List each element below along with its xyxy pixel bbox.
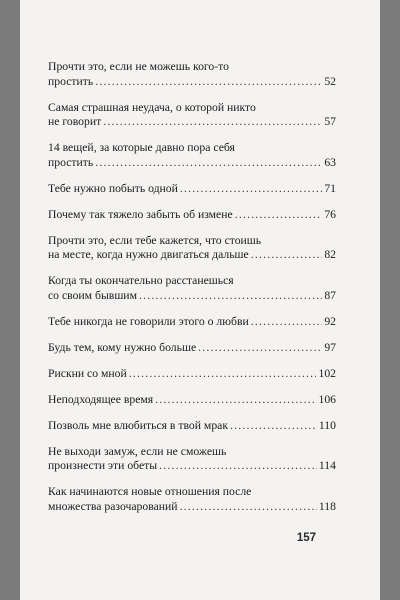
toc-entry-page-number: 97 — [324, 340, 336, 354]
toc-entry-title-line: не говорит — [48, 115, 102, 128]
toc-entry-page-number: 92 — [324, 314, 336, 328]
toc-entry-page-number: 57 — [324, 115, 336, 128]
toc-entry-title-line: Как начинаются новые отношения после — [48, 485, 252, 498]
toc-entry-last-line — [48, 367, 336, 382]
toc-entry-title-line: Самая страшная неудача, о которой никто — [48, 100, 256, 114]
toc-entry-last-line — [48, 75, 336, 90]
toc-entry — [48, 315, 336, 330]
toc-entry-title-line: Почему так тяжело забыть об измене — [48, 207, 233, 221]
toc-entry-last-line — [48, 459, 336, 474]
toc-entry-title-line: Будь тем, кому нужно больше — [48, 340, 197, 354]
toc-entry-last-line — [48, 182, 336, 197]
toc-entry-title-line: Тебе никогда не говорили этого о любви — [48, 314, 249, 328]
toc-entry-page-number: 110 — [318, 418, 336, 432]
dot-leader — [180, 500, 317, 515]
toc-entry — [48, 274, 336, 303]
toc-entry-title-line: Не выходи замуж, если не сможешь — [48, 444, 227, 458]
toc-entry-page-number: 71 — [324, 181, 336, 195]
toc-entry-title-line: Прочти это, если не можешь кого-то — [48, 60, 229, 73]
book-page — [20, 0, 380, 600]
toc-entry-title-line: 14 вещей, за которые давно пора себя — [48, 141, 235, 154]
toc-entry-last-line — [48, 115, 336, 130]
toc-entry-title-line: Тебе нужно побыть одной — [48, 181, 178, 195]
toc-entry-last-line — [48, 393, 336, 408]
toc-entry-title-line: простить — [48, 74, 94, 88]
toc-entry-page-number: 82 — [324, 248, 336, 261]
toc-entry-title-line: простить — [48, 155, 94, 169]
toc-entry — [48, 367, 336, 382]
toc-entry-last-line — [48, 315, 336, 330]
toc-entry — [48, 419, 336, 434]
dot-leader — [251, 248, 323, 263]
toc-entry — [48, 393, 336, 408]
toc-entry-page-number: 52 — [324, 74, 336, 88]
toc-entry-page-number: 63 — [324, 155, 336, 169]
dot-leader — [198, 341, 322, 356]
toc-entry-title-line: Когда ты окончательно расстанешься — [48, 274, 234, 287]
toc-entry-last-line — [48, 419, 336, 434]
toc-entry-title-line: множества разочарований — [48, 499, 178, 513]
toc-entry-page-number: 76 — [324, 207, 336, 221]
dot-leader — [139, 289, 322, 304]
toc-entry-page-number: 106 — [318, 392, 336, 406]
toc-entry-last-line — [48, 289, 336, 304]
dot-leader — [159, 459, 317, 474]
toc-entry-last-line — [48, 208, 336, 223]
table-of-contents — [48, 60, 336, 526]
toc-entry-title-line: Прочти это, если тебе кажется, что стоишь — [48, 233, 262, 247]
dot-leader — [95, 75, 322, 90]
toc-entry-title-line: со своим бывшим — [48, 288, 137, 302]
toc-entry — [48, 208, 336, 223]
toc-entry — [48, 485, 336, 514]
toc-entry — [48, 101, 336, 130]
toc-entry-last-line — [48, 341, 336, 356]
dot-leader — [180, 182, 322, 197]
toc-entry-page-number: 102 — [318, 366, 336, 380]
toc-entry-last-line — [48, 156, 336, 171]
toc-entry-title-line: произнести эти обеты — [48, 459, 158, 472]
toc-entry-title-line: Позволь мне влюбиться в твой мрак — [48, 418, 229, 432]
toc-entry — [48, 234, 336, 263]
toc-entry-title-line: Рискни со мной — [48, 366, 127, 380]
toc-entry-page-number: 87 — [324, 288, 336, 302]
toc-entry-last-line — [48, 500, 336, 515]
dot-leader — [129, 367, 317, 382]
toc-entry — [48, 182, 336, 197]
dot-leader — [103, 115, 322, 130]
dot-leader — [155, 393, 316, 408]
toc-entry — [48, 445, 336, 474]
dot-leader — [230, 419, 317, 434]
toc-entry-page-number: 118 — [318, 499, 336, 513]
dot-leader — [95, 156, 322, 171]
toc-entry — [48, 341, 336, 356]
toc-entry — [48, 141, 336, 170]
dot-leader — [235, 208, 323, 223]
toc-entry-page-number: 114 — [318, 459, 336, 472]
page-number: 157 — [296, 532, 316, 544]
toc-entry — [48, 60, 336, 89]
toc-entry-title-line: на месте, когда нужно двигаться дальше — [48, 248, 249, 261]
toc-entry-title-line: Неподходящее время — [48, 392, 154, 406]
toc-entry-last-line — [48, 248, 336, 263]
dot-leader — [251, 315, 323, 330]
